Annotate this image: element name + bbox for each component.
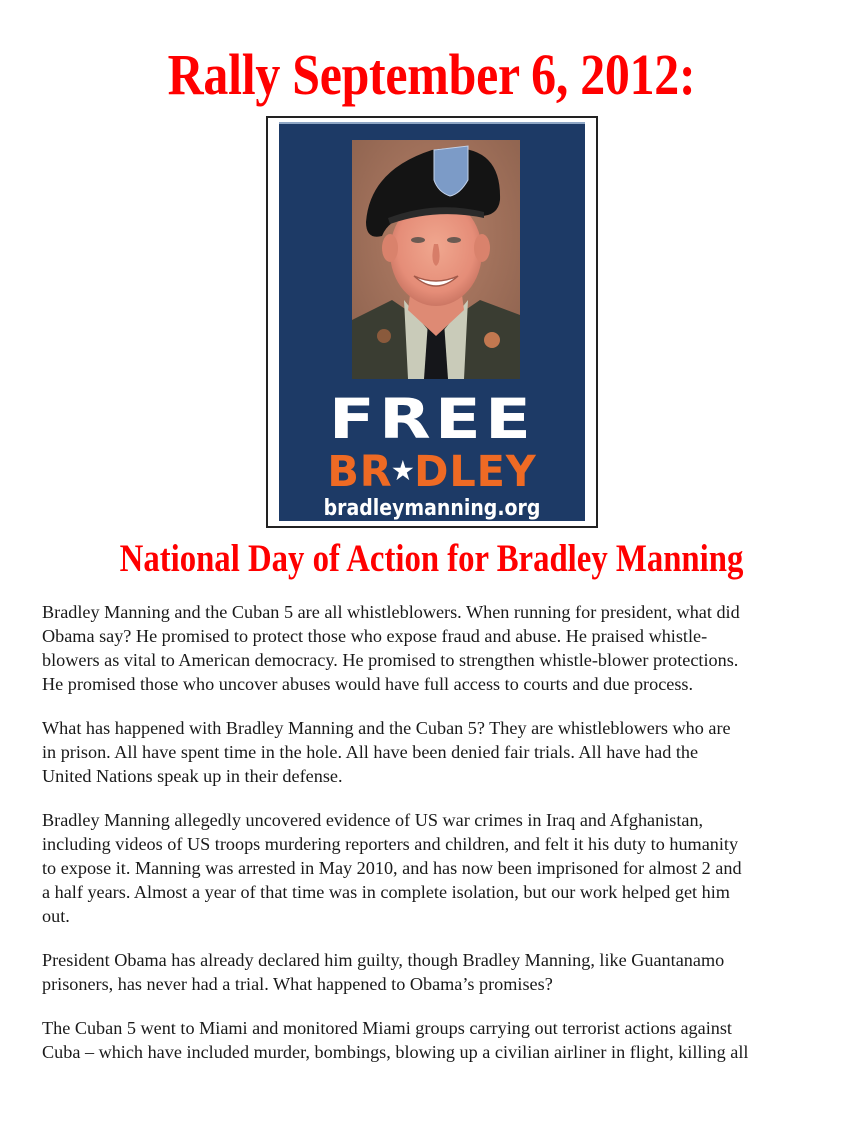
free-headline: FREE bbox=[328, 388, 536, 452]
paragraph-obama-guilty bbox=[42, 948, 842, 996]
paragraph-whistleblowers bbox=[42, 600, 842, 696]
star-icon: ★ bbox=[390, 455, 416, 488]
bradley-name-part2: DLEY bbox=[414, 446, 537, 496]
page-title: Rally September 6, 2012: bbox=[167, 42, 696, 107]
text-line: including videos of US troops murdering reporters and children, and felt it his duty to humanity bbox=[42, 834, 739, 854]
free-bradley-poster bbox=[279, 122, 585, 521]
bradley-name bbox=[294, 446, 569, 496]
text-line: He promised those who uncover abuses would have full access to courts and due process. bbox=[42, 674, 694, 694]
poster-url: bradleymanning.org bbox=[323, 496, 541, 521]
text-line: United Nations speak up in their defense. bbox=[42, 766, 343, 786]
text-line: What has happened with Bradley Manning and the Cuban 5? They are whistleblowers who are bbox=[42, 718, 731, 738]
text-line: out. bbox=[42, 906, 70, 926]
text-line: Bradley Manning and the Cuban 5 are all whistleblowers. When running for president, what did bbox=[42, 602, 740, 622]
text-line: in prison. All have spent time in the hole. All have been denied fair trials. All have had the bbox=[42, 742, 699, 762]
bradley-name-part1: BR bbox=[327, 446, 393, 496]
text-line: Obama say? He promised to protect those who expose fraud and abuse. He praised whistle- bbox=[42, 626, 708, 646]
text-line: President Obama has already declared him guilty, though Bradley Manning, like Guantanamo bbox=[42, 950, 725, 970]
text-line: a half years. Almost a year of that time was in complete isolation, but our work helped get him bbox=[42, 882, 730, 902]
text-line: Bradley Manning allegedly uncovered evidence of US war crimes in Iraq and Afghanistan, bbox=[42, 810, 704, 830]
text-line: prisoners, has never had a trial. What happened to Obama’s promises? bbox=[42, 974, 553, 994]
section-heading: National Day of Action for Bradley Manning bbox=[119, 537, 744, 580]
soldier-portrait-image bbox=[352, 140, 520, 379]
text-line: The Cuban 5 went to Miami and monitored Miami groups carrying out terrorist actions against bbox=[42, 1018, 732, 1038]
text-line: blowers as vital to American democracy. He promised to strengthen whistle-blower protections. bbox=[42, 650, 739, 670]
text-line: Cuba – which have included murder, bombings, blowing up a civilian airliner in flight, killing all bbox=[42, 1042, 749, 1062]
poster-frame bbox=[266, 116, 598, 528]
text-line: to expose it. Manning was arrested in May 2010, and has now been imprisoned for almost 2 and bbox=[42, 858, 742, 878]
paragraph-cuban-5 bbox=[42, 1016, 842, 1064]
body-text bbox=[42, 600, 842, 1084]
paragraph-what-happened bbox=[42, 716, 842, 788]
paragraph-manning-evidence bbox=[42, 808, 842, 928]
portrait-photo bbox=[352, 140, 520, 379]
